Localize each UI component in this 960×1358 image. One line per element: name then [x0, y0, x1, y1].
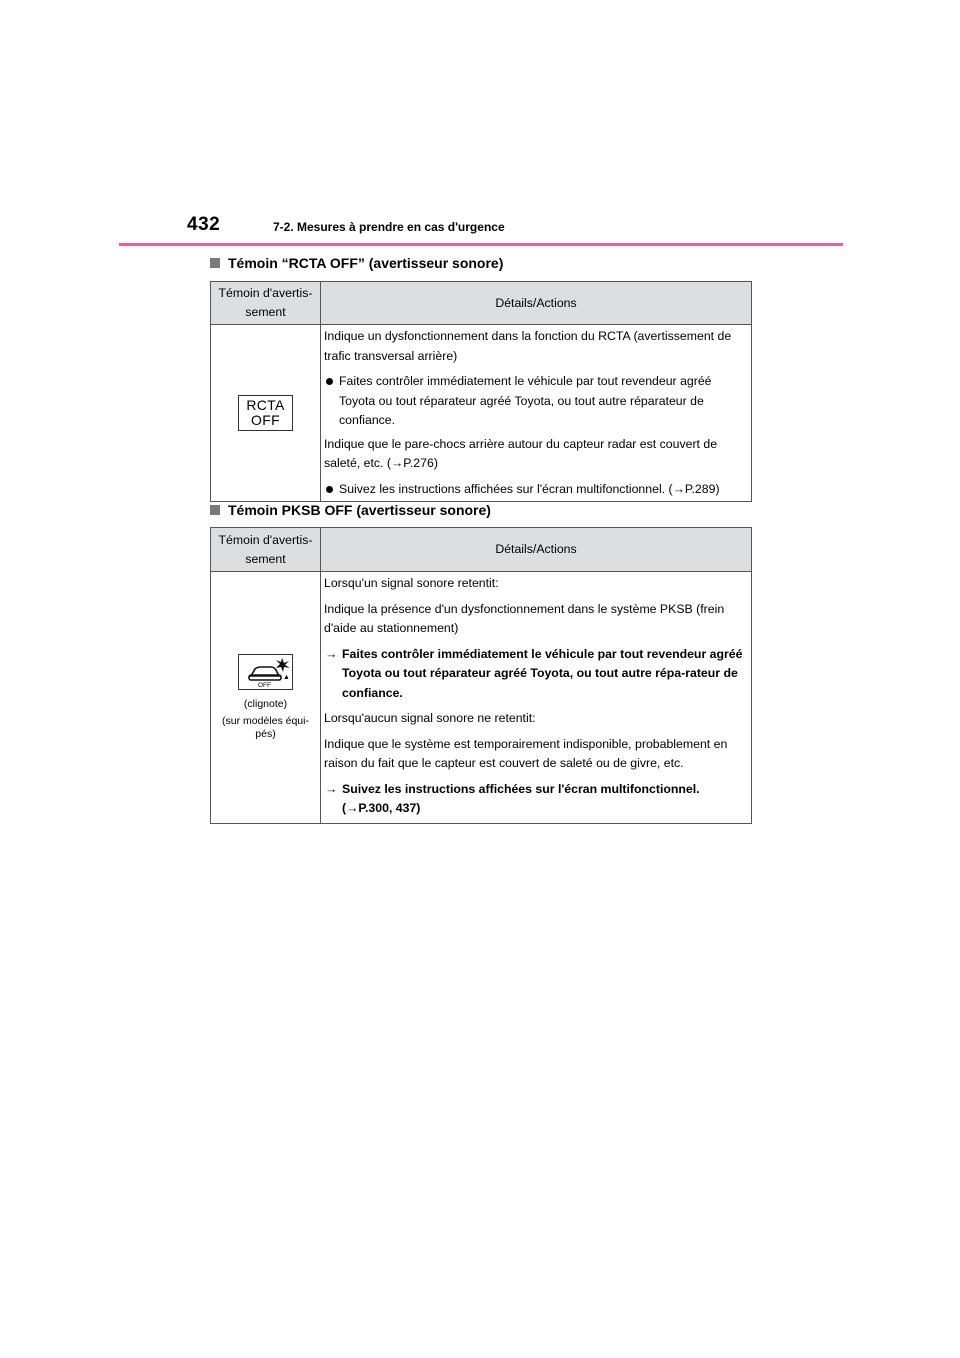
pksb-icon-off-label: OFF	[258, 682, 271, 689]
blink-caption: (clignote)	[243, 697, 288, 710]
pksb-buzzer-off-label: Lorsqu'aucun signal sonore ne retentit:	[324, 711, 536, 725]
pksb-off-indicator-icon	[238, 654, 293, 690]
column-header-indicator: Témoin d'avertis- sement	[211, 282, 321, 325]
square-bullet-icon	[210, 505, 220, 515]
arrow-icon: →	[325, 781, 338, 796]
table-header-row	[211, 282, 752, 325]
pksb-action-2	[324, 780, 747, 819]
pksb-table	[210, 527, 752, 824]
pksb-action-1	[324, 645, 747, 704]
rcta-action-1: Faites contrôler immédiatement le véhicule par tout revendeur agréé Toyota ou tout réparateur agréé Toyota, ou tout autre réparateur de confiance.	[324, 372, 747, 431]
arrow-icon: →	[325, 646, 338, 661]
equipped-models-caption: (sur modèles équi- pés)	[222, 714, 309, 740]
rcta-malfunction-text: Indique un dysfonctionnement dans la fonction du RCTA (avertissement de trafic transversal arrière)	[324, 329, 732, 363]
table-row	[211, 325, 752, 502]
pksb-heading	[210, 502, 491, 518]
column-header-indicator: Témoin d'avertis- sement	[211, 528, 321, 572]
pksb-action-1-text: Faites contrôler immédiatement le véhicule par tout revendeur agréé Toyota ou tout réparateur agréé Toyota, ou tout autre répa-rateur de confiance.	[342, 646, 743, 700]
column-header-details: Détails/Actions	[321, 282, 752, 325]
rcta-off-indicator-icon	[238, 395, 293, 431]
pksb-unavailable-text: Indique que le système est temporairement indisponible, probablement en raison du fait que le capteur est couvert de saleté ou de givre, etc.	[324, 736, 728, 770]
pksb-action-2-text: Suivez les instructions affichées sur l'écran multifonctionnel. (→P.300, 437)	[342, 781, 700, 815]
rcta-heading-text: Témoin “RCTA OFF” (avertisseur sonore)	[228, 255, 504, 271]
rcta-icon-line2: OFF	[251, 411, 280, 428]
rcta-dirty-sensor-text: Indique que le pare-chocs arrière autour du capteur radar est couvert de saleté, etc. (→P.276)	[324, 436, 718, 470]
rcta-table	[210, 281, 752, 502]
rcta-icon-line1: RCTA	[246, 396, 285, 413]
page-number: 432	[187, 214, 221, 235]
svg-text:▲: ▲	[283, 674, 290, 681]
table-row	[211, 572, 752, 824]
square-bullet-icon	[210, 258, 220, 268]
section-title: 7-2. Mesures à prendre en cas d'urgence	[273, 220, 505, 234]
table-header-row	[211, 528, 752, 572]
pksb-malfunction-text: Indique la présence d'un dysfonctionnement dans le système PKSB (frein d'aide au stationnement)	[324, 601, 725, 635]
pksb-buzzer-on-label: Lorsqu'un signal sonore retentit:	[324, 576, 499, 590]
header-divider	[119, 243, 843, 246]
rcta-action-2: Suivez les instructions affichées sur l'écran multifonctionnel. (→P.289)	[324, 480, 747, 500]
rcta-heading	[210, 255, 503, 271]
pksb-heading-text: Témoin PKSB OFF (avertisseur sonore)	[228, 502, 491, 518]
column-header-details: Détails/Actions	[321, 528, 752, 572]
car-collision-icon	[239, 655, 292, 689]
